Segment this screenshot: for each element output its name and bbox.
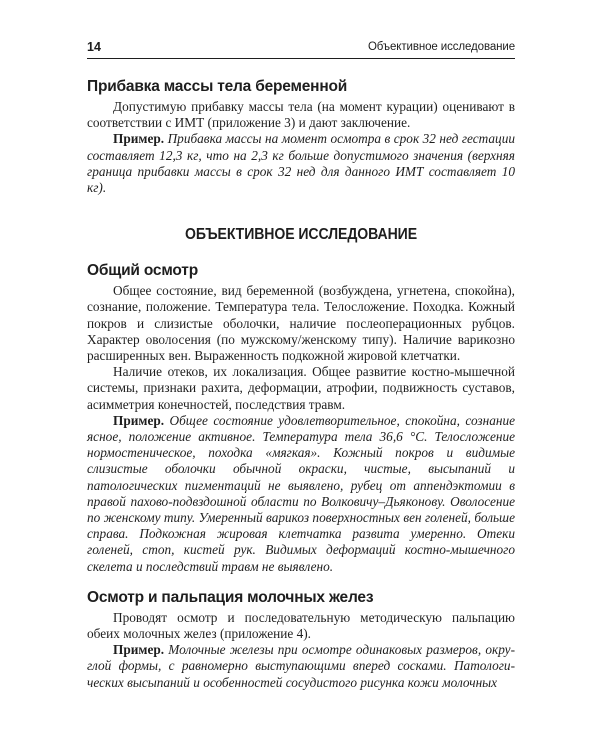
example-label: Пример.	[113, 642, 165, 658]
book-page	[87, 40, 515, 691]
example-text: Молочные железы при осмотре одинаковых размеров, округлой формы, с равномерно выступающими вперед сосками. Патологических высыпаний и особенностей сосудистого рисунка кожи молочных	[87, 642, 516, 690]
heading-breast-exam: Осмотр и пальпация молочных желез	[87, 588, 374, 606]
example-label: Пример.	[113, 412, 165, 428]
example-weight-gain	[87, 131, 515, 196]
page-number: 14	[87, 40, 101, 54]
example-breast-exam	[87, 642, 515, 691]
running-header	[87, 40, 515, 59]
running-title: Объективное исследование	[367, 41, 515, 53]
example-label: Пример.	[113, 131, 165, 147]
paragraph-general-exam-2: Наличие отеков, их локализация. Общее развитие костно-мышечной системы, признаки рахита, деформации, атрофии, подвижность суставов, асимметрия конечностей, последствия травм.	[87, 364, 515, 412]
example-general-exam	[87, 413, 515, 575]
example-text: Прибавка массы на момент осмотра в срок 32 нед гестации составляет 12,3 кг, что на 2,3 кг больше допустимого значения (верхняя граница прибавки массы в срок 32 нед для данного ИМТ составляет 10 кг).	[87, 131, 515, 196]
paragraph-general-exam-1: Общее состояние, вид беременной (возбуждена, угнетена, спокойна), сознание, положение. Температура тела. Телосложение. Походка. Кожный покров и слизистые оболочки, наличие послеоперационных рубцов. Характер оволосения (по мужскому/женскому типу). Наличие варикозно расширенных вен. Выраженность подкожной жировой клетчатки.	[87, 283, 515, 364]
heading-weight-gain: Прибавка массы тела беременной	[87, 78, 348, 95]
paragraph-weight-gain: Допустимую прибавку массы тела (на момент курации) оценивают в соответствии с ИМТ (приложение 3) и дают заключение.	[87, 99, 515, 131]
section-title-objective-exam: ОБЪЕКТИВНОЕ ИССЛЕДОВАНИЕ	[185, 226, 417, 244]
heading-general-exam: Общий осмотр	[87, 262, 198, 280]
paragraph-breast-exam: Проводят осмотр и последовательную методическую пальпацию обеих молочных желез (приложение 4).	[87, 609, 515, 642]
example-text: Общее состояние удовлетворительное, спокойна, сознание ясное, положение активное. Температура тела 36,6 °C. Телосложение нормостеническое, походка «мягкая». Кожный покров и видимые слизистые оболочки обычной окраски, чистые, высыпаний и патологических пигментаций не выявлено, рубец от аппендэктомии в правой пахово-подвздошной области по Волковичу–Дьяконову. Оволосение по женскому типу. Умеренный варикоз поверхностных вен голеней, больше справа. Подкожная жировая клетчатка развита умеренно. Отеки голеней, стоп, кистей рук. Видимых деформаций костно-мышечного скелета и последствий травм не выявлено.	[87, 412, 515, 574]
